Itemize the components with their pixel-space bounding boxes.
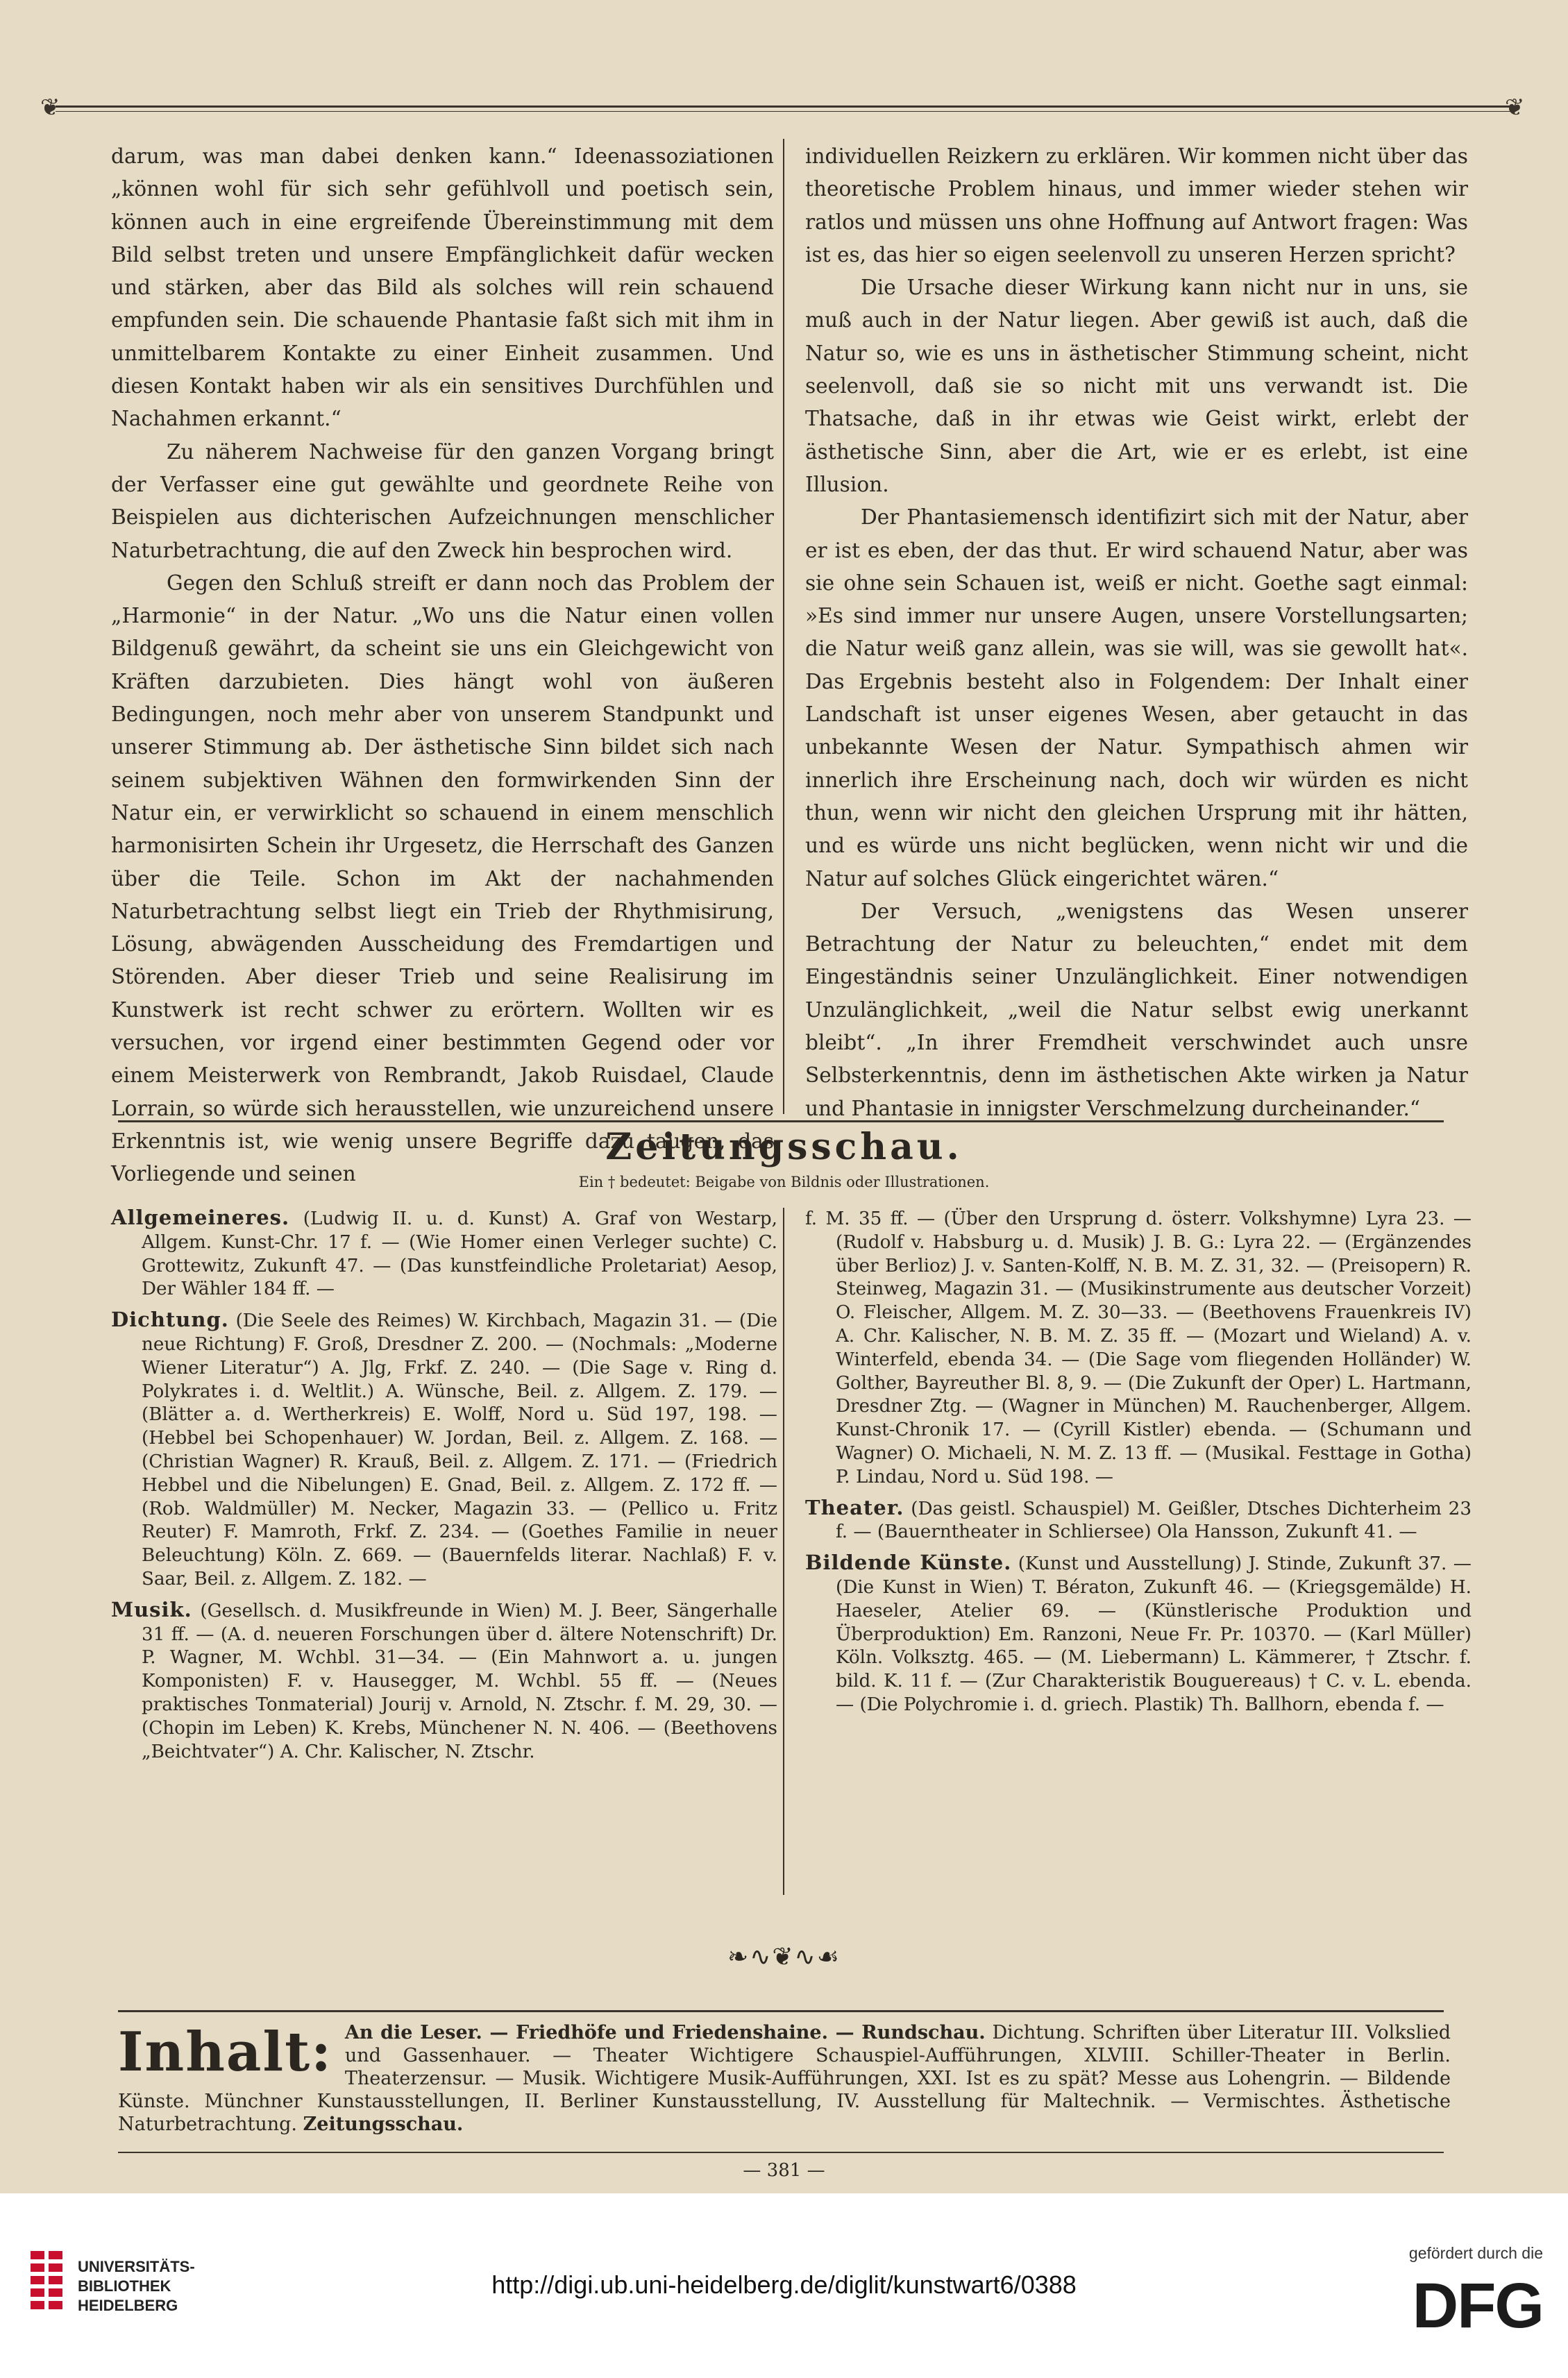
corner-ornament-right-icon: ❦ (1505, 94, 1525, 121)
column-divider (783, 139, 784, 1114)
zeitungsschau-left-column (111, 1206, 777, 1894)
section-text: (Die Seele des Reimes) W. Kirchbach, Magazin 31. — (Die neue Richtung) F. Groß, Dresdner Z. 200. — (Nochmals: „Moderne Wiener Literatur“) A. Jlg, Frkf. Z. 240. — (Die Sage v. Ring d. Polykrates i. d. Weltlit.) A. Wünsche, Beil. z. Allgem. Z. 179. — (Blätter a. d. Wertherkreis) E. Wolff, Nord u. Süd 197, 198. — (Hebbel bei Schopenhauer) W. Jordan, Beil. z. Allgem. Z. 168. — (Christian Wagner) R. Krauß, Beil. z. Allgem. Z. 171. — (Friedrich Hebbel und die Nibelungen) E. Gnad, Beil. z. Allgem. Z. 172 ff. — (Rob. Waldmüller) M. Necker, Magazin 33. — (Pellico u. Fritz Reuter) F. Mamroth, Frkf. Z. 234. — (Goethes Familie in neuer Beleuchtung) Köln. Z. 669. — (Bauernfelds literar. Nachlaß) F. v. Saar, Beil. z. Allgem. Z. 182. — (142, 1310, 777, 1589)
paragraph: individuellen Reizkern zu erklären. Wir kommen nicht über das theoretische Problem hinaus, und immer wieder stehen wir ratlos und müssen uns ohne Hoffnung auf Antwort fragen: Was ist es, das hier so eigen seelenvoll zu unseren Herzen spricht? (805, 144, 1468, 267)
top-rule (56, 106, 1513, 108)
inhalt-label: Inhalt: (118, 2021, 332, 2084)
inhalt-bottom-rule (118, 2152, 1444, 2153)
section-text: (Kunst und Ausstellung) J. Stinde, Zukunft 37. — (Die Kunst in Wien) T. Bératon, Zukunft 46. — (Kriegsgemälde) H. Haeseler, Atelier 69. — (Künstlerische Produktion und Überproduktion) Em. Ranzoni, Neue Fr. Pr. 10370. — (Karl Müller) Köln. Volksztg. 465. — (M. Liebermann) L. Kämmerer, † Ztschr. f. bild. K. 11 f. — (Zur Charakteristik Bouguereaus) † C. v. L. ebenda. — (Die Polychromie i. d. griech. Plastik) Th. Ballhorn, ebenda f. — (836, 1553, 1472, 1715)
section-title: Dichtung. (111, 1308, 229, 1332)
section-title: Bildende Künste. (805, 1551, 1012, 1575)
section-text: f. M. 35 ff. — (Über den Ursprung d. österr. Volkshymne) Lyra 23. — (Rudolf v. Habsburg u. d. Musik) J. B. G.: Lyra 22. — (Ergänzendes über Berlioz) J. v. Santen-Kolff, N. B. M. Z. 31, 32. — (Preisopern) R. Steinweg, Magazin 31. — (Musikinstrumente aus deutscher Vorzeit) O. Fleischer, Allgem. M. Z. 30—33. — (Beethovens Frauenkreis IV) A. Chr. Kalischer, N. B. M. Z. 35 ff. — (Mozart und Wieland) A. v. Winterfeld, ebenda 34. — (Die Sage vom fliegenden Holländer) W. Golther, Bayreuther Bl. 8, 9. — (Die Zukunft der Oper) L. Hartmann, Dresdner Ztg. — (Wagner in München) M. Rauchenberger, Allgem. Kunst-Chronik 17. — (Cyrill Kistler) ebenda. — (Schumann und Wagner) O. Michaeli, N. M. Z. 13 ff. — (Musikal. Festtage in Gotha) P. Lindau, Nord u. Süd 198. — (805, 1208, 1472, 1487)
section-title: Musik. (111, 1597, 192, 1621)
paragraph: Die Ursache dieser Wirkung kann nicht nur in uns, sie muß auch in der Natur liegen. Aber gewiß ist auch, daß die Natur so, wie es uns in ästhetischer Stimmung scheint, nicht seelenvoll, daß sie so nicht mit uns verwandt ist. Die Thatsache, daß in ihr etwas wie Geist wirkt, erlebt der ästhetische Sinn, aber die Art, wie er es erlebt, ist eine Illusion. (805, 276, 1468, 496)
funding-note: gefördert durch die (1408, 2244, 1543, 2262)
paragraph: Der Phantasiemensch identifizirt sich mit der Natur, aber er ist es eben, der das thut. Er wird schauend Natur, aber was sie ohne sein Schauen ist, weiß er nicht. Goethe sagt einmal: »Es sind immer nur unsere Augen, unsere Vorstellungsarten; die Natur weiß ganz allein, was sie will, was sie gewollt hat«. Das Ergebnis besteht also in Folgendem: Der Inhalt einer Landschaft ist unser eigenes Wesen, aber getaucht in das unbekannte Wesen der Natur. Sympathisch ahmen wir innerlich ihre Erscheinung nach, doch wir würden es nicht thun, wenn wir nicht den gleichen Ursprung mit ihr hätten, und es würde uns nicht beglücken, wenn nicht wir und die Natur auf solches Glück eingerichtet wären.“ (805, 505, 1468, 891)
inhalt-text-part: Dichtung. Schriften über Literatur III. Volkslied und Gassenhauer. — Theater Wichtigere Schauspiel-Aufführungen, XLVIII. Schiller-Theater in Berlin. Theaterzensur. — Musik. Wichtigere Musik-Aufführungen, XXI. Ist es zu spät? Messe aus Lohengrin. — Bildende Künste. Münchner Kunstausstellungen, II. Berliner Kunstausstellung, IV. Ausstellung für Maltechnik. — Vermischtes. Ästhetische Naturbetrachtung. (118, 2022, 1451, 2135)
corner-ornament-left-icon: ❦ (40, 94, 60, 121)
zeitungsschau-right-column (805, 1206, 1472, 1894)
inhalt-top-rule (118, 2010, 1444, 2012)
inhalt-bold-part: Zeitungsschau. (303, 2114, 464, 2135)
review-section (111, 1599, 777, 1764)
article-right-column (805, 140, 1468, 1119)
table-of-contents (118, 2021, 1451, 2153)
zeitungsschau-heading: Zeitungsschau. (605, 1126, 963, 1168)
section-rule (118, 1120, 1444, 1122)
paragraph: Der Versuch, „wenigstens das Wesen unserer Betrachtung der Natur zu beleuchten,“ endet mit dem Eingeständnis seiner Unzulänglichkeit. Einer notwendigen Unzulänglichkeit, „weil die Natur selbst ewig unerkannt bleibt“. „In ihrer Fremdheit verschwindet auch unsre Selbsterkenntnis, denn im ästhetischen Akte wirken ja Natur und Phantasie in innigster Verschmelzung durcheinander.“ (805, 899, 1468, 1120)
review-section (805, 1551, 1472, 1717)
paragraph: darum, was man dabei denken kann.“ Ideenassoziationen „können wohl für sich sehr gefühlvoll und poetisch sein, können auch in eine ergreifende Übereinstimmung mit dem Bild selbst treten und unsere Empfänglichkeit dafür wecken und stärken, aber das Bild als solches will rein schauend empfunden sein. Die schauende Phantasie faßt sich mit ihm in unmittelbarem Kontakte zu einer Einheit zusammen. Und diesen Kontakt haben wir als ein sensitives Durchfühlen und Nachahmen erkannt.“ (111, 144, 774, 431)
review-section (805, 1496, 1472, 1545)
university-library-name: UNIVERSITÄTS- BIBLIOTHEK HEIDELBERG (78, 2258, 195, 2314)
dfg-logo: DFG (1412, 2270, 1543, 2341)
zeitungsschau-divider (783, 1208, 784, 1895)
zeitungsschau-subheading: Ein † bedeutet: Beigabe von Bildnis oder Illustrationen. (578, 1174, 990, 1190)
paragraph: Zu näherem Nachweise für den ganzen Vorgang bringt der Verfasser eine gut gewählte und geordnete Reihe von Beispielen aus dichterischen Aufzeichnungen menschlicher Naturbetrachtung, die auf den Zweck hin besprochen wird. (111, 439, 774, 562)
review-section (111, 1308, 777, 1592)
review-section (111, 1206, 777, 1301)
article-left-column (111, 140, 774, 1186)
section-text: (Gesellsch. d. Musikfreunde in Wien) M. J. Beer, Sängerhalle 31 ff. — (A. d. neueren Forschungen über d. ältere Notenschrift) Dr. P. Wagner, M. Wchbl. 31—34. — (Ein Mahnwort a. u. jungen Komponisten) F. v. Hausegger, M. Wchbl. 55 ff. — (Neues praktisches Tonmaterial) Jourij v. Arnold, N. Ztschr. f. M. 29, 30. — (Chopin im Leben) K. Krebs, Münchener N. N. 406. — (Beethovens „Beichtvater“) A. Chr. Kalischer, N. Ztschr. (142, 1600, 778, 1762)
review-section (805, 1206, 1472, 1490)
section-text: (Das geistl. Schauspiel) M. Geißler, Dtsches Dichterheim 23 f. — (Bauerntheater in Schliersee) Ola Hansson, Zukunft 41. — (836, 1498, 1472, 1543)
top-rule-thin (56, 111, 1513, 112)
page-number: — 381 — (743, 2160, 825, 2181)
source-url-link[interactable]: http://digi.ub.uni-heidelberg.de/diglit/kunstwart6/0388 (491, 2270, 1077, 2299)
flourish-ornament-icon: ❧∿❦∿☙ (727, 1943, 841, 1971)
inhalt-bold-part: An die Leser. — Friedhöfe und Friedenshaine. — Rundschau. (344, 2022, 986, 2043)
section-title: Theater. (805, 1495, 904, 1519)
section-text: (Ludwig II. u. d. Kunst) A. Graf von Westarp, Allgem. Kunst-Chr. 17 f. — (Wie Homer einen Verleger suchte) C. Grottewitz, Zukunft 47. — (Das kunstfeindliche Proletariat) Aesop, Der Wähler 184 ff. — (142, 1208, 777, 1300)
paragraph: Gegen den Schluß streift er dann noch das Problem der „Harmonie“ in der Natur. „Wo uns die Natur einen vollen Bildgenuß gewährt, da scheint sie uns ein Gleichgewicht von Kräften darzubieten. Dies hängt wohl von äußeren Bedingungen, noch mehr aber von unserem Standpunkt und unserer Stimmung ab. Der ästhetische Sinn bildet sich nach seinem subjektiven Wähnen den formwirkenden Sinn der Natur ein, er verwirklicht so schauend in einem menschlich harmonisirten Schein ihr Urgesetz, die Herrschaft des Ganzen über die Teile. Schon im Akt der nachahmenden Naturbetrachtung selbst liegt ein Trieb der Rhythmisirung, Lösung, abwägenden Ausscheidung des Fremdartigen und Störenden. Aber dieser Trieb und seine Realisirung im Kunstwerk ist recht schwer zu erörtern. Wollten wir es versuchen, vor irgend einer bestimmten Gegend oder vor einem Meisterwerk von Rembrandt, Jakob Ruisdael, Claude Lorrain, so würde sich herausstellen, wie unzureichend unsere Erkenntnis ist, wie wenig unsere Begriffe dazu taugen, das Vorliegende und seinen (111, 571, 774, 1186)
section-title: Allgemeineres. (111, 1206, 290, 1229)
